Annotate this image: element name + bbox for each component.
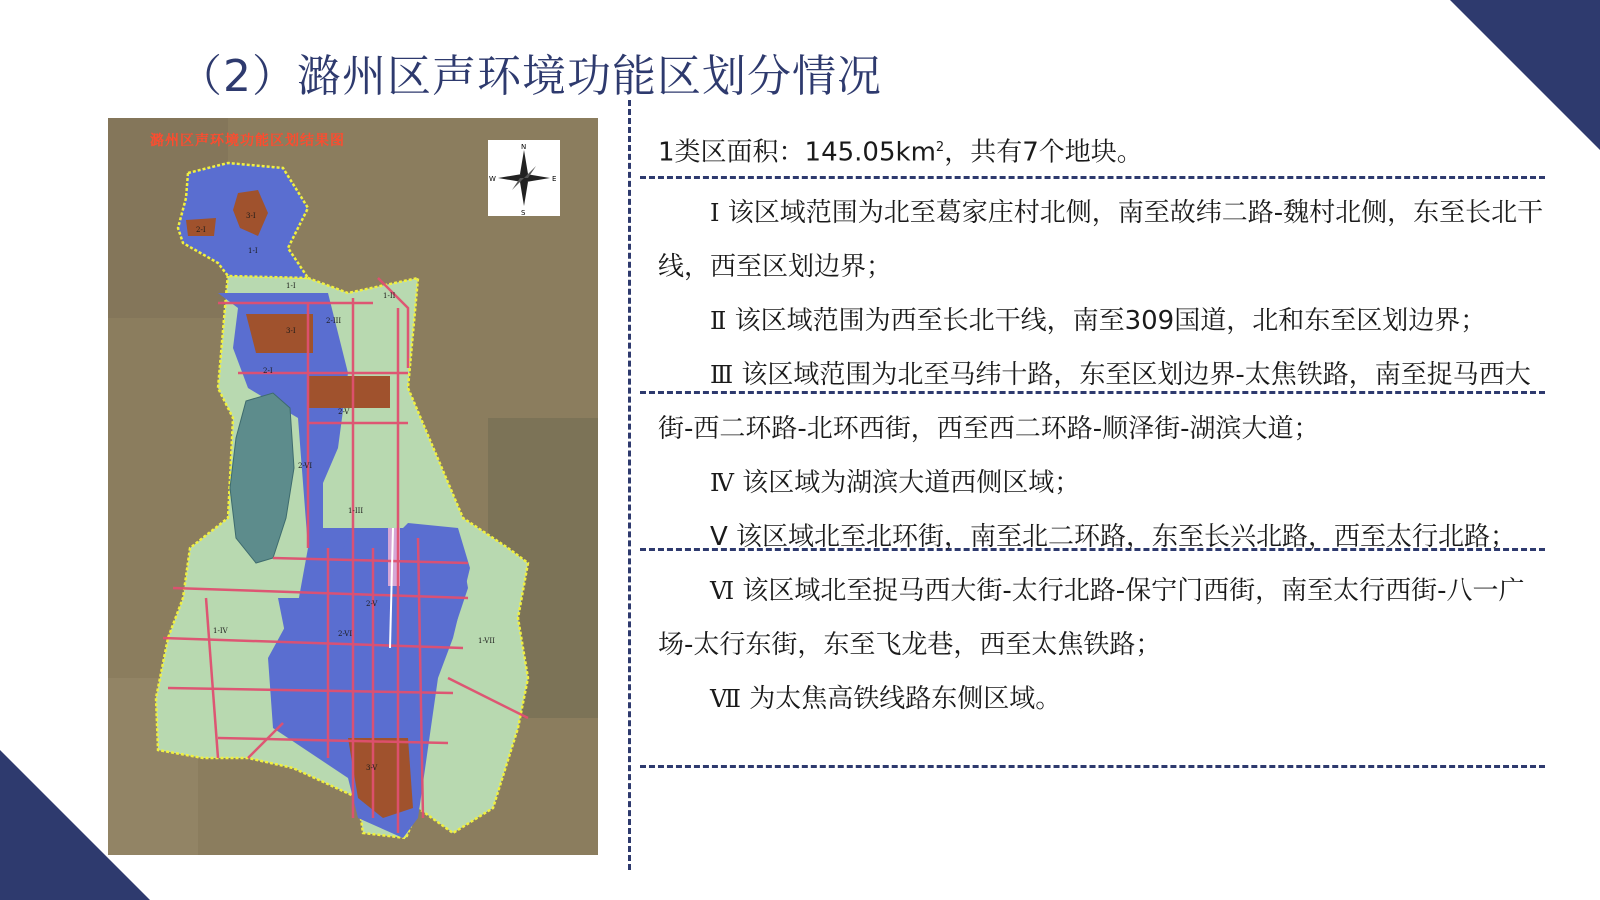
- zone-description-v: V 该区域北至北环街，南至北二环路，东至长兴北路，西至太行北路；: [710, 522, 1517, 552]
- zone-label: 2-III: [326, 317, 342, 325]
- zone-label: 3-I: [246, 212, 256, 220]
- zone-description-vii: Ⅶ 为太焦高铁线路东侧区域。: [710, 684, 1062, 714]
- zone-label: 1-III: [348, 507, 364, 515]
- zone-label: 1-VII: [478, 637, 495, 645]
- area-summary-prefix: 1类区面积：145.05km: [658, 137, 936, 168]
- zoning-map: [108, 118, 598, 855]
- zone-label: 3-I: [286, 327, 296, 335]
- area-unit-superscript: 2: [935, 140, 945, 155]
- map-title: 潞州区声环境功能区划结果图: [150, 133, 345, 149]
- area-summary: [658, 126, 1558, 186]
- zone-description-iii: Ⅲ 该区域范围为北至马纬十路，东至区划边界-太焦铁路，南至捉马西大街-西二环路-北环西街，西至西二环路-顺泽街-湖滨大道；: [658, 360, 1531, 444]
- map-zone-labels: [108, 118, 598, 855]
- zone-description-i: Ⅰ 该区域范围为北至葛家庄村北侧，南至故纬二路-魏村北侧，东至长北干线，西至区划边界；: [658, 198, 1544, 282]
- zone-label: 2-VI: [338, 630, 353, 638]
- zone-label: 2-I: [263, 367, 273, 375]
- divider-horizontal: [640, 765, 1545, 768]
- zone-label: 2-V: [366, 600, 378, 608]
- zone-label: 1-IV: [213, 627, 228, 635]
- zone-label: 1-I: [286, 282, 296, 290]
- page-title: （2）潞州区声环境功能区划分情况: [178, 51, 882, 102]
- divider-vertical: [628, 100, 631, 870]
- zone-label: 2-VI: [298, 462, 313, 470]
- zone-label: 3-V: [366, 764, 378, 772]
- compass-west: W: [489, 175, 496, 183]
- compass-north: N: [521, 143, 527, 151]
- compass-east: E: [552, 175, 557, 183]
- zone-label: 2-I: [196, 226, 206, 234]
- zone-description-ii: Ⅱ 该区域范围为西至长北干线，南至309国道，北和东至区划边界；: [710, 306, 1487, 336]
- description-panel: [658, 126, 1558, 726]
- zone-description-vi: Ⅵ 该区域北至捉马西大街-太行北路-保宁门西街，南至太行西街-八一广场-太行东街，东至飞龙巷，西至太焦铁路；: [658, 576, 1525, 660]
- zone-label: 1-II: [383, 292, 396, 300]
- zone-description-iv: Ⅳ 该区域为湖滨大道西侧区域；: [710, 468, 1081, 498]
- zone-label: 2-V: [338, 408, 350, 416]
- area-summary-suffix: ，共有7个地块。: [944, 137, 1143, 168]
- zone-label: 1-I: [248, 247, 258, 255]
- compass-south: S: [521, 209, 526, 216]
